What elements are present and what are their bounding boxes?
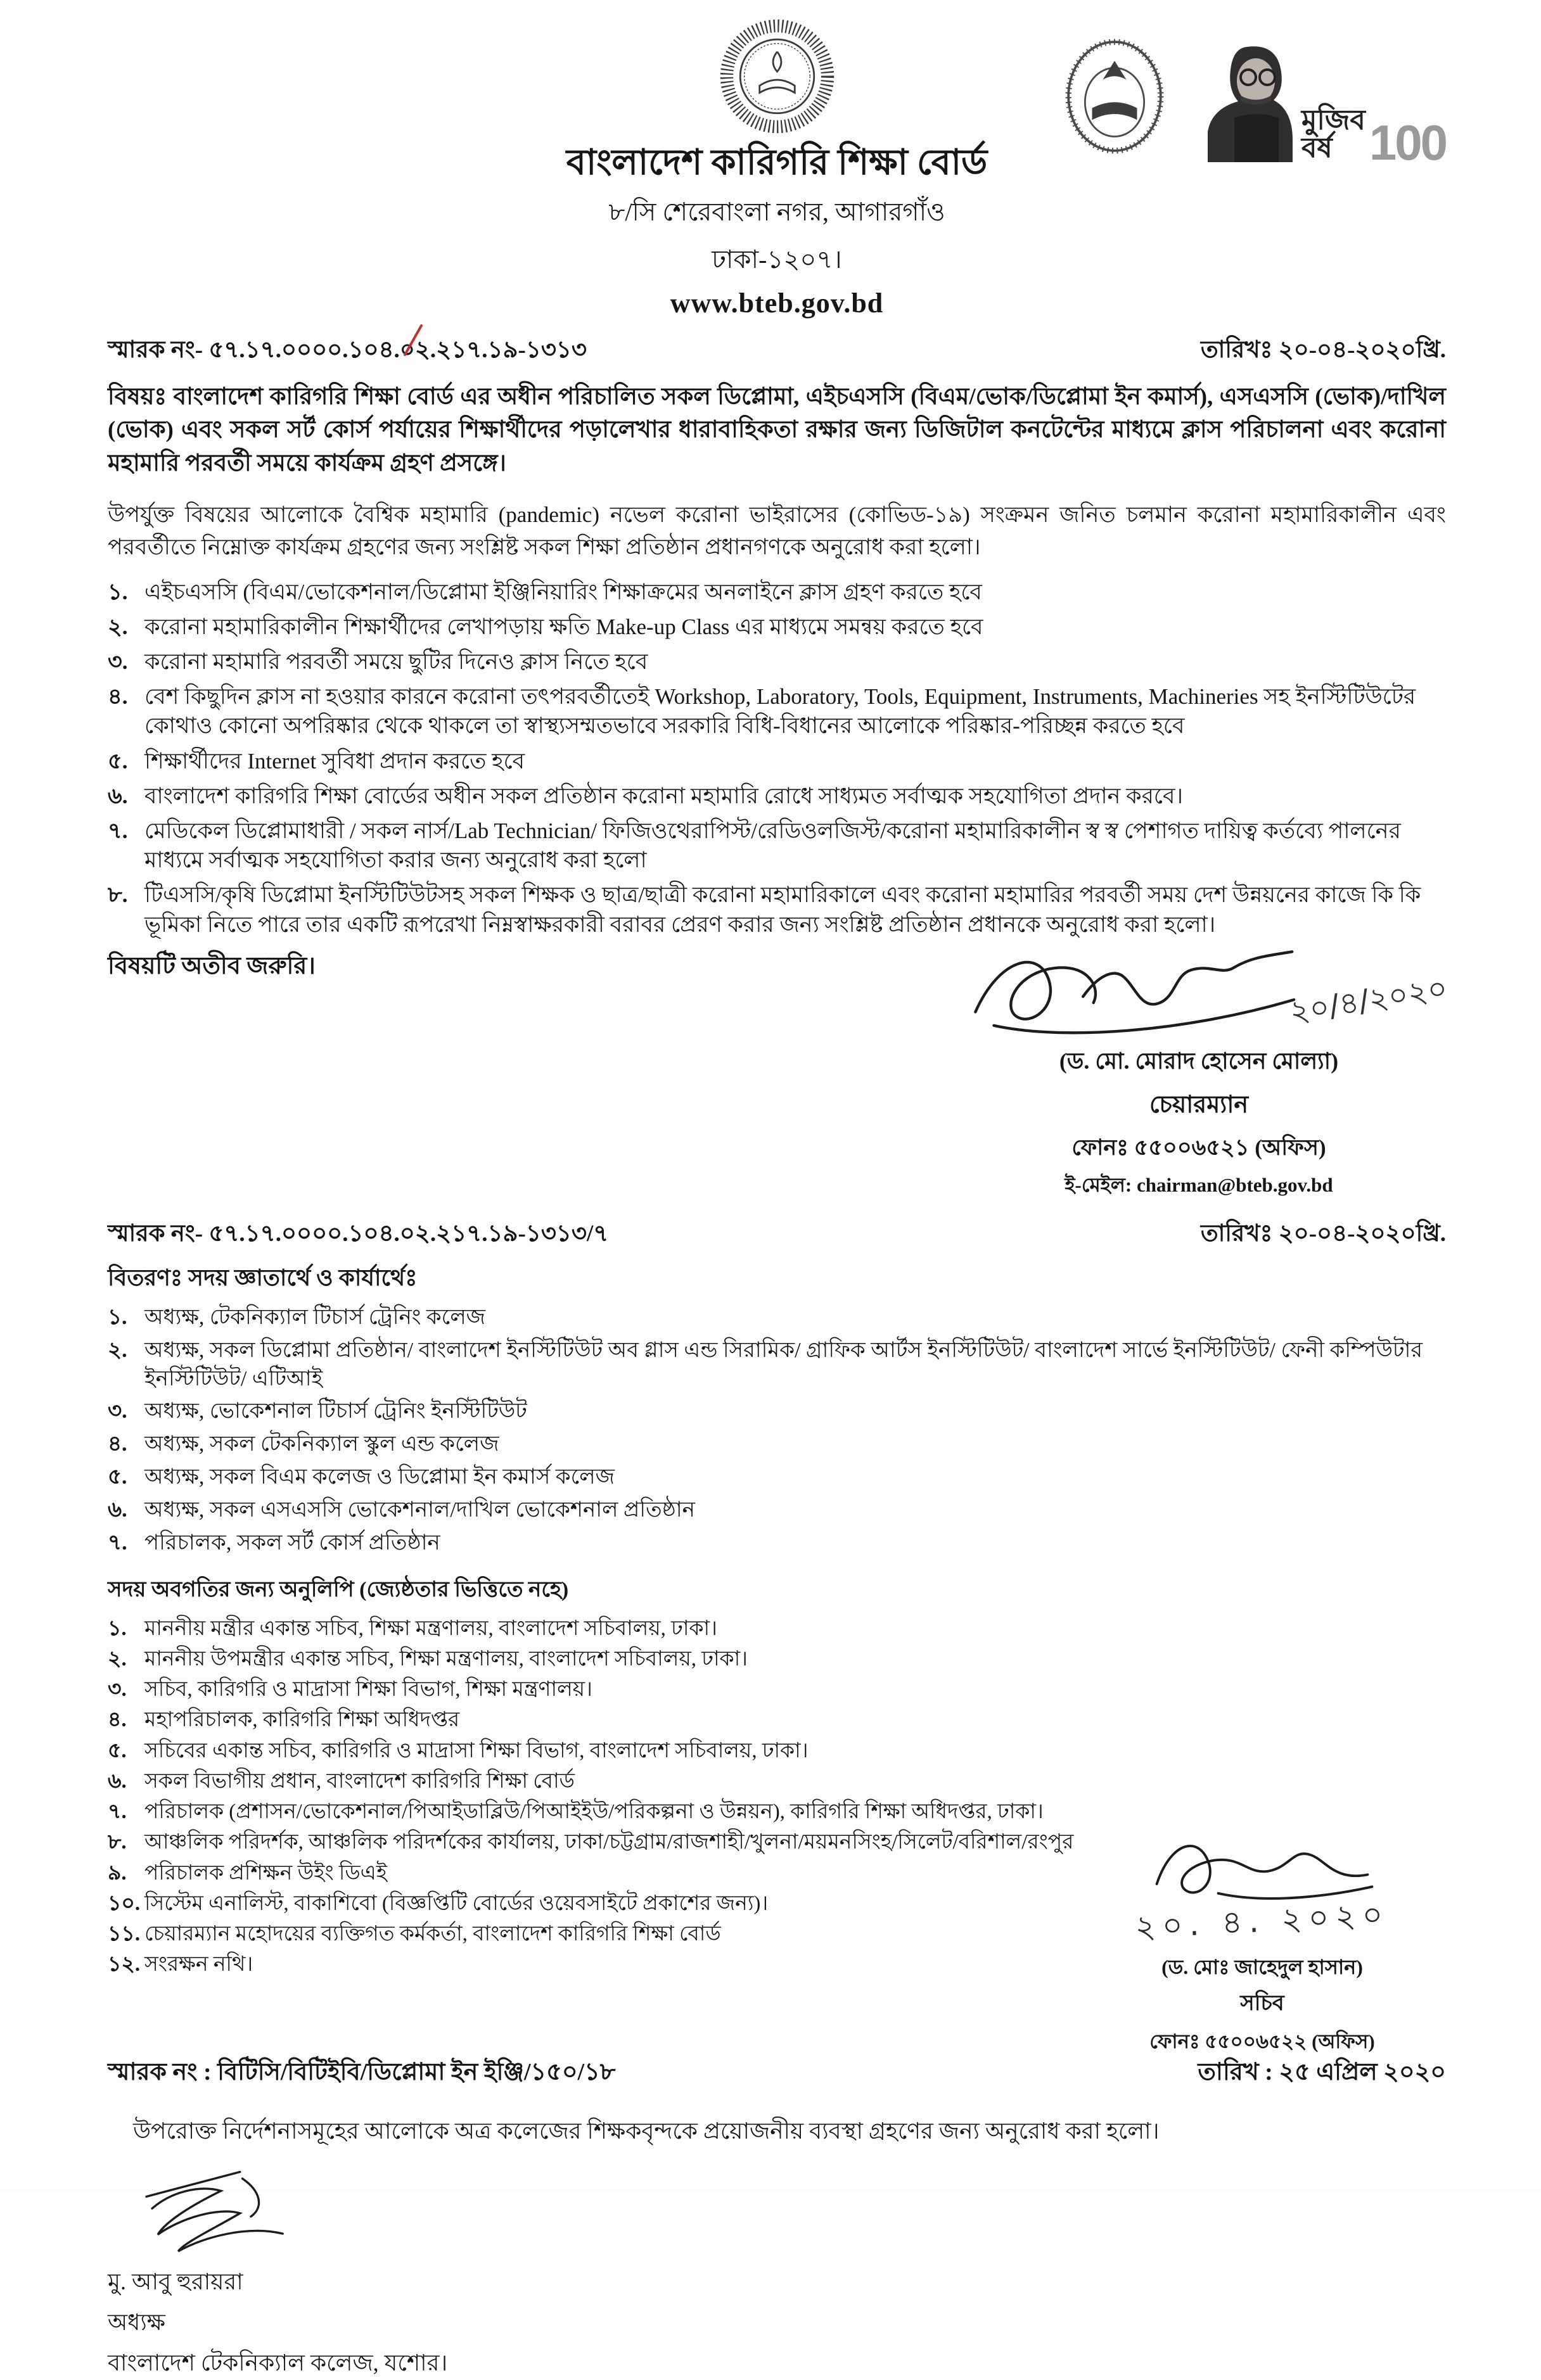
memo3-number-label: স্মারক নং : (108, 2058, 212, 2085)
secretary-signature-block (1072, 1826, 1452, 2059)
directive-item (108, 747, 1446, 776)
memo2-number-value: ৫৭.১৭.০০০০.১০৪.০২.২১৭.১৯-১৩১৩/৭ (208, 1220, 609, 1247)
secretary-phone: ফোনঃ ৫৫০০৬৫২২ (অফিস) (1149, 2030, 1375, 2052)
item-number: ২. (108, 1338, 127, 1362)
item-text: আঞ্চলিক পরিদর্শক, আঞ্চলিক পরিদর্শকের কার্যালয়, ঢাকা/চট্টগ্রাম/রাজশাহী/খুলনা/ময়মনসিংহ/সিলেট/বরিশাল/রংপুর (144, 1831, 1074, 1854)
copy-item (108, 1676, 1446, 1703)
item-text: মাননীয় উপমন্ত্রীর একান্ত সচিব, শিক্ষা মন্ত্রণালয়, বাংলাদেশ সচিবালয়, ঢাকা। (144, 1647, 748, 1670)
org-city: ঢাকা-১২০৭। (712, 245, 842, 274)
chairman-phone: ফোনঃ ৫৫০০৬৫২১ (অফিস) (1071, 1135, 1326, 1160)
memo2-date (1201, 1214, 1446, 1254)
memo2-row (108, 1214, 1446, 1254)
memo3-date-label: তারিখ : (1198, 2058, 1273, 2085)
item-text: সংরক্ষন নথি। (144, 1953, 253, 1976)
principal-signature-block (108, 2163, 1446, 2380)
item-number: ৭. (108, 1800, 127, 1824)
secretary-name: (ড. মোঃ জাহেদুল হাসান) (1161, 1955, 1363, 1978)
memo2-date-value: ২০-০৪-২০২০খ্রি. (1278, 1220, 1446, 1247)
memo3-number (108, 2053, 615, 2094)
education-board-logo-icon (1061, 35, 1168, 157)
copy-item (108, 1707, 1446, 1733)
directive-number: ৭. (108, 818, 128, 843)
item-text: অধ্যক্ষ, সকল এসএসসি ভোকেশনাল/দাখিল ভোকেশনাল প্রতিষ্ঠান (144, 1498, 695, 1522)
item-number: ১২. (108, 1953, 141, 1976)
principal-org: বাংলাদেশ টেকনিক্যাল কলেজ, যশোর। (108, 2350, 448, 2376)
copy-item (108, 1798, 1446, 1825)
mujib-word: মুজিব (1301, 105, 1365, 136)
directive-item (108, 613, 1446, 642)
copy-item (108, 1768, 1446, 1795)
directive-text: মেডিকেল ডিপ্লোমাধারী / সকল নার্স/Lab Technician/ ফিজিওথেরাপিস্ট/রেডিওলজিস্ট/করোনা মহামারিকালীন স্ব স্ব পেশাগত দায়িত্ব কর্তব্যে পালনের মাধ্যমে সর্বাত্মক সহযোগিতা করার জন্য অনুরোধ করা হলো (144, 818, 1401, 873)
mujib-portrait-icon (1203, 35, 1298, 162)
distribution-item (108, 1430, 1446, 1459)
directive-item (108, 647, 1446, 677)
item-number: ১১. (108, 1923, 141, 1946)
item-number: ৭. (108, 1530, 127, 1555)
mujib-logo-text (1301, 106, 1365, 162)
principal-signature-icon (108, 2163, 348, 2258)
item-number: ৫. (108, 1465, 127, 1489)
directives-list (108, 578, 1446, 939)
forwarding-note: উপরোক্ত নির্দেশনাসমূহের আলোকে অত্র কলেজের শিক্ষকবৃন্দকে প্রয়োজনীয় ব্যবস্থা গ্রহণের জন্য অনুরোধ করা হলো। (133, 2118, 1160, 2144)
item-text: পরিচালক, সকল সর্ট কোর্স প্রতিষ্ঠান (144, 1530, 440, 1555)
urgent-note: বিষয়টি অতীব জরুরি। (108, 952, 316, 979)
directive-number: ৪. (108, 684, 128, 710)
red-pen-mark (400, 322, 426, 364)
chairman-email: ই-মেইল: chairman@bteb.gov.bd (1065, 1173, 1333, 1196)
item-text: মহাপরিচালক, কারিগরি শিক্ষা অধিদপ্তর (144, 1709, 460, 1732)
item-number: ৪. (108, 1709, 127, 1732)
item-number: ২. (108, 1647, 127, 1670)
distribution-item (108, 1304, 1446, 1332)
item-number: ১০. (108, 1892, 141, 1915)
chairman-title: চেয়ারম্যান (1149, 1091, 1249, 1118)
distribution-item (108, 1529, 1446, 1558)
item-number: ৬. (108, 1769, 127, 1793)
copy-item (108, 1615, 1446, 1642)
distribution-item (108, 1337, 1446, 1394)
secretary-title: সচিব (1240, 1991, 1284, 2015)
item-text: সিস্টেম এনালিস্ট, বাকাশিবো (বিজ্ঞপ্তিটি বোর্ডের ওয়েবসাইটে প্রকাশের জন্য)। (144, 1892, 769, 1915)
directive-item (108, 782, 1446, 811)
item-number: ৩. (108, 1678, 127, 1702)
directive-text: বেশ কিছুদিন ক্লাস না হওয়ার কারনে করোনা তৎপরবর্তীতেই Workshop, Laboratory, Tools, Equipment, Instruments, Machineries সহ ইনস্টিটিউটের কোথাও কোনো অপরিষ্কার থেকে থাকলে তা স্বাস্থ্যসম্মতভাবে সরকারি বিধি-বিধানের আলোকে পরিষ্কার-পরিচ্ছন্ন করতে হবে (144, 684, 1416, 739)
directive-text: করোনা মহামারি পরবর্তী সময়ে ছুটির দিনেও ক্লাস নিতে হবে (144, 649, 648, 675)
directive-item (108, 817, 1446, 875)
directive-number: ৮. (108, 882, 128, 908)
principal-title: অধ্যক্ষ (108, 2309, 165, 2335)
org-address: ৮/সি শেরেবাংলা নগর, আগারগাঁও (608, 197, 945, 226)
intro-paragraph: উপর্যুক্ত বিষয়ের আলোকে বৈশ্বিক মহামারি (pandemic) নভেল করোনা ভাইরাসের (কোভিড-১৯) সংক্রমন জনিত চলমান করোনা মহামারিকালীন এবং পরবর্তীতে নিম্নোক্ত কার্যক্রম গ্রহণের জন্য সংশ্লিষ্ট সকল শিক্ষা প্রতিষ্ঠান প্রধানগণকে অনুরোধ করা হলো। (108, 502, 1446, 559)
item-text: অধ্যক্ষ, সকল বিএম কলেজ ও ডিপ্লোমা ইন কমার্স কলেজ (144, 1465, 615, 1489)
item-text: সকল বিভাগীয় প্রধান, বাংলাদেশ কারিগরি শিক্ষা বোর্ড (144, 1769, 575, 1793)
item-number: ৫. (108, 1739, 127, 1762)
directive-text: টিএসসি/কৃষি ডিপ্লোমা ইনস্টিটিউটসহ সকল শিক্ষক ও ছাত্র/ছাত্রী করোনা মহামারিকালে এবং করোনা মহামারির পরবর্তী সময় দেশ উন্নয়নের কাজে কি কি ভূমিকা নিতে পারে তার একটি রূপরেখা নিম্নস্বাক্ষরকারী বরাবর প্রেরণ করার জন্য সংশ্লিষ্ট প্রতিষ্ঠান প্রধানকে অনুরোধ করা হলো। (144, 882, 1421, 937)
chairman-name: (ড. মো. মোরাদ হোসেন মোল্যা) (1059, 1048, 1339, 1074)
distribution-heading: বিতরণঃ সদয় জ্ঞাতার্থে ও কার্যার্থেঃ (108, 1264, 418, 1290)
memo3-date-value: ২৫ এপ্রিল ২০২০ (1279, 2058, 1446, 2085)
memo1-number (108, 331, 587, 371)
copies-section (108, 1573, 1446, 2052)
item-text: পরিচালক প্রশিক্ষন উইং ডিএই (144, 1861, 387, 1885)
bteb-seal-icon (719, 18, 836, 135)
item-number: ৩. (108, 1399, 127, 1423)
item-text: অধ্যক্ষ, ভোকেশনাল টিচার্স ট্রেনিং ইনস্টিটিউট (144, 1399, 527, 1423)
secretary-handwritten-date: ২০. ৪. ২০২০ (1134, 1895, 1390, 1946)
chairman-signature-block (952, 938, 1450, 1203)
directive-text: শিক্ষার্থীদের Internet সুবিধা প্রদান করতে হবে (144, 748, 525, 773)
item-number: ৪. (108, 1432, 127, 1456)
directive-item (108, 881, 1446, 939)
chairman-signature (952, 938, 1450, 1043)
header-logos (1061, 35, 1446, 170)
directive-number: ৩. (108, 649, 128, 675)
item-text: চেয়ারম্যান মহোদয়ের ব্যক্তিগত কর্মকর্তা, বাংলাদেশ কারিগরি শিক্ষা বোর্ড (144, 1923, 721, 1946)
directive-number: ১. (108, 579, 128, 604)
item-text: মাননীয় মন্ত্রীর একান্ত সচিব, শিক্ষা মন্ত্রণালয়, বাংলাদেশ সচিবালয়, ঢাকা। (144, 1617, 717, 1640)
directive-number: ৬. (108, 783, 128, 808)
directive-item (108, 578, 1446, 607)
distribution-item (108, 1397, 1446, 1426)
mujib-100-number: 100 (1369, 114, 1446, 170)
memo1-date (1201, 331, 1446, 371)
mujib-100-logo (1203, 35, 1446, 170)
distribution-item (108, 1463, 1446, 1492)
item-number: ৬. (108, 1498, 127, 1522)
distribution-section (108, 1261, 1446, 1558)
directive-text: এইচএসসি (বিএম/ভোকেশনাল/ডিপ্লোমা ইঞ্জিনিয়ারিং শিক্ষাক্রমের অনলাইনে ক্লাস গ্রহণ করতে হবে (144, 579, 982, 604)
directive-item (108, 682, 1446, 741)
copy-item (108, 1738, 1446, 1764)
item-text: অধ্যক্ষ, সকল ডিপ্লোমা প্রতিষ্ঠান/ বাংলাদেশ ইনস্টিটিউট অব গ্লাস এন্ড সিরামিক/ গ্রাফিক আর্টস ইনস্টিটিউট/ বাংলাদেশ সার্ভে ইনস্টিটিউট/ ফেনী কম্পিউটার ইনস্টিটিউট/ এটিআই (144, 1338, 1423, 1390)
memo1-row (108, 331, 1446, 371)
item-text: অধ্যক্ষ, টেকনিক্যাল টিচার্স ট্রেনিং কলেজ (144, 1305, 486, 1329)
chairman-handwritten-date: ২০/৪/২০২০ (1287, 970, 1450, 1031)
memo1-date-value: ২০-০৪-২০২০খ্রি. (1278, 336, 1446, 363)
item-number: ৮. (108, 1831, 127, 1854)
org-name: বাংলাদেশ কারিগরি শিক্ষা বোর্ড (566, 143, 988, 182)
item-text: পরিচালক (প্রশাসন/ভোকেশনাল/পিআইডাব্লিউ/পিআইইউ/পরিকল্পনা ও উন্নয়ন), কারিগরি শিক্ষা অধিদপ্তর, ঢাকা। (144, 1800, 1044, 1824)
memo3-number-value: বিটিসি/বিটিইবি/ডিপ্লোমা ইন ইঞ্জি/১৫০/১৮ (217, 2058, 616, 2085)
item-number: ৯. (108, 1861, 127, 1885)
principal-name: মু. আবু হুরায়রা (108, 2269, 243, 2294)
item-text: অধ্যক্ষ, সকল টেকনিক্যাল স্কুল এন্ড কলেজ (144, 1432, 499, 1456)
directive-text: করোনা মহামারিকালীন শিক্ষার্থীদের লেখাপড়ায় ক্ষতি Make-up Class এর মাধ্যমে সমন্বয় করতে হবে (144, 614, 983, 639)
memo2-date-label: তারিখঃ (1200, 1220, 1273, 1247)
directive-number: ৫. (108, 748, 128, 773)
letterhead (108, 18, 1446, 319)
memo1-number-label: স্মারক নং- (108, 336, 203, 363)
item-text: সচিব, কারিগরি ও মাদ্রাসা শিক্ষা বিভাগ, শিক্ষা মন্ত্রণালয়। (144, 1678, 592, 1702)
copies-heading: সদয় অবগতির জন্য অনুলিপি (জ্যেষ্ঠতার ভিত্তিতে নহে) (108, 1577, 569, 1601)
item-number: ১. (108, 1305, 127, 1329)
org-website: www.bteb.gov.bd (670, 287, 884, 319)
directive-text: বাংলাদেশ কারিগরি শিক্ষা বোর্ডের অধীন সকল প্রতিষ্ঠান করোনা মহামারি রোধে সাধ্যমত সর্বাত্মক সহযোগিতা প্রদান করবে। (144, 783, 1183, 808)
item-number: ১. (108, 1617, 127, 1640)
subject-line: বিষয়ঃ বাংলাদেশ কারিগরি শিক্ষা বোর্ড এর অধীন পরিচালিত সকল ডিপ্লোমা, এইচএসসি (বিএম/ভোক/ডিপ্লোমা ইন কমার্স), এসএসসি (ভোক)/দাখিল (ভোক) এবং সকল সর্ট কোর্স পর্যায়ের শিক্ষার্থীদের পড়ালেখার ধারাবাহিকতা রক্ষার জন্য ডিজিটাল কনটেন্টের মাধ্যমে ক্লাস পরিচালনা এবং করোনা মহামারি পরবর্তী সময়ে কার্যক্রম গ্রহণ প্রসঙ্গে। (108, 383, 1446, 476)
directive-number: ২. (108, 614, 128, 639)
item-text: সচিবের একান্ত সচিব, কারিগরি ও মাদ্রাসা শিক্ষা বিভাগ, বাংলাদেশ সচিবালয়, ঢাকা। (144, 1739, 809, 1762)
distribution-item (108, 1496, 1446, 1525)
copy-item (108, 1646, 1446, 1672)
memo2-number-label: স্মারক নং- (108, 1220, 203, 1247)
memo1-date-label: তারিখঃ (1200, 336, 1273, 363)
chairman-signature-icon (952, 938, 1307, 1043)
borsho-word: বর্ষ (1301, 132, 1333, 163)
memo2-number (108, 1214, 608, 1254)
memo1-number-value: ৫৭.১৭.০০০০.১০৪.০২.২১৭.১৯-১৩১৩ (208, 336, 587, 363)
